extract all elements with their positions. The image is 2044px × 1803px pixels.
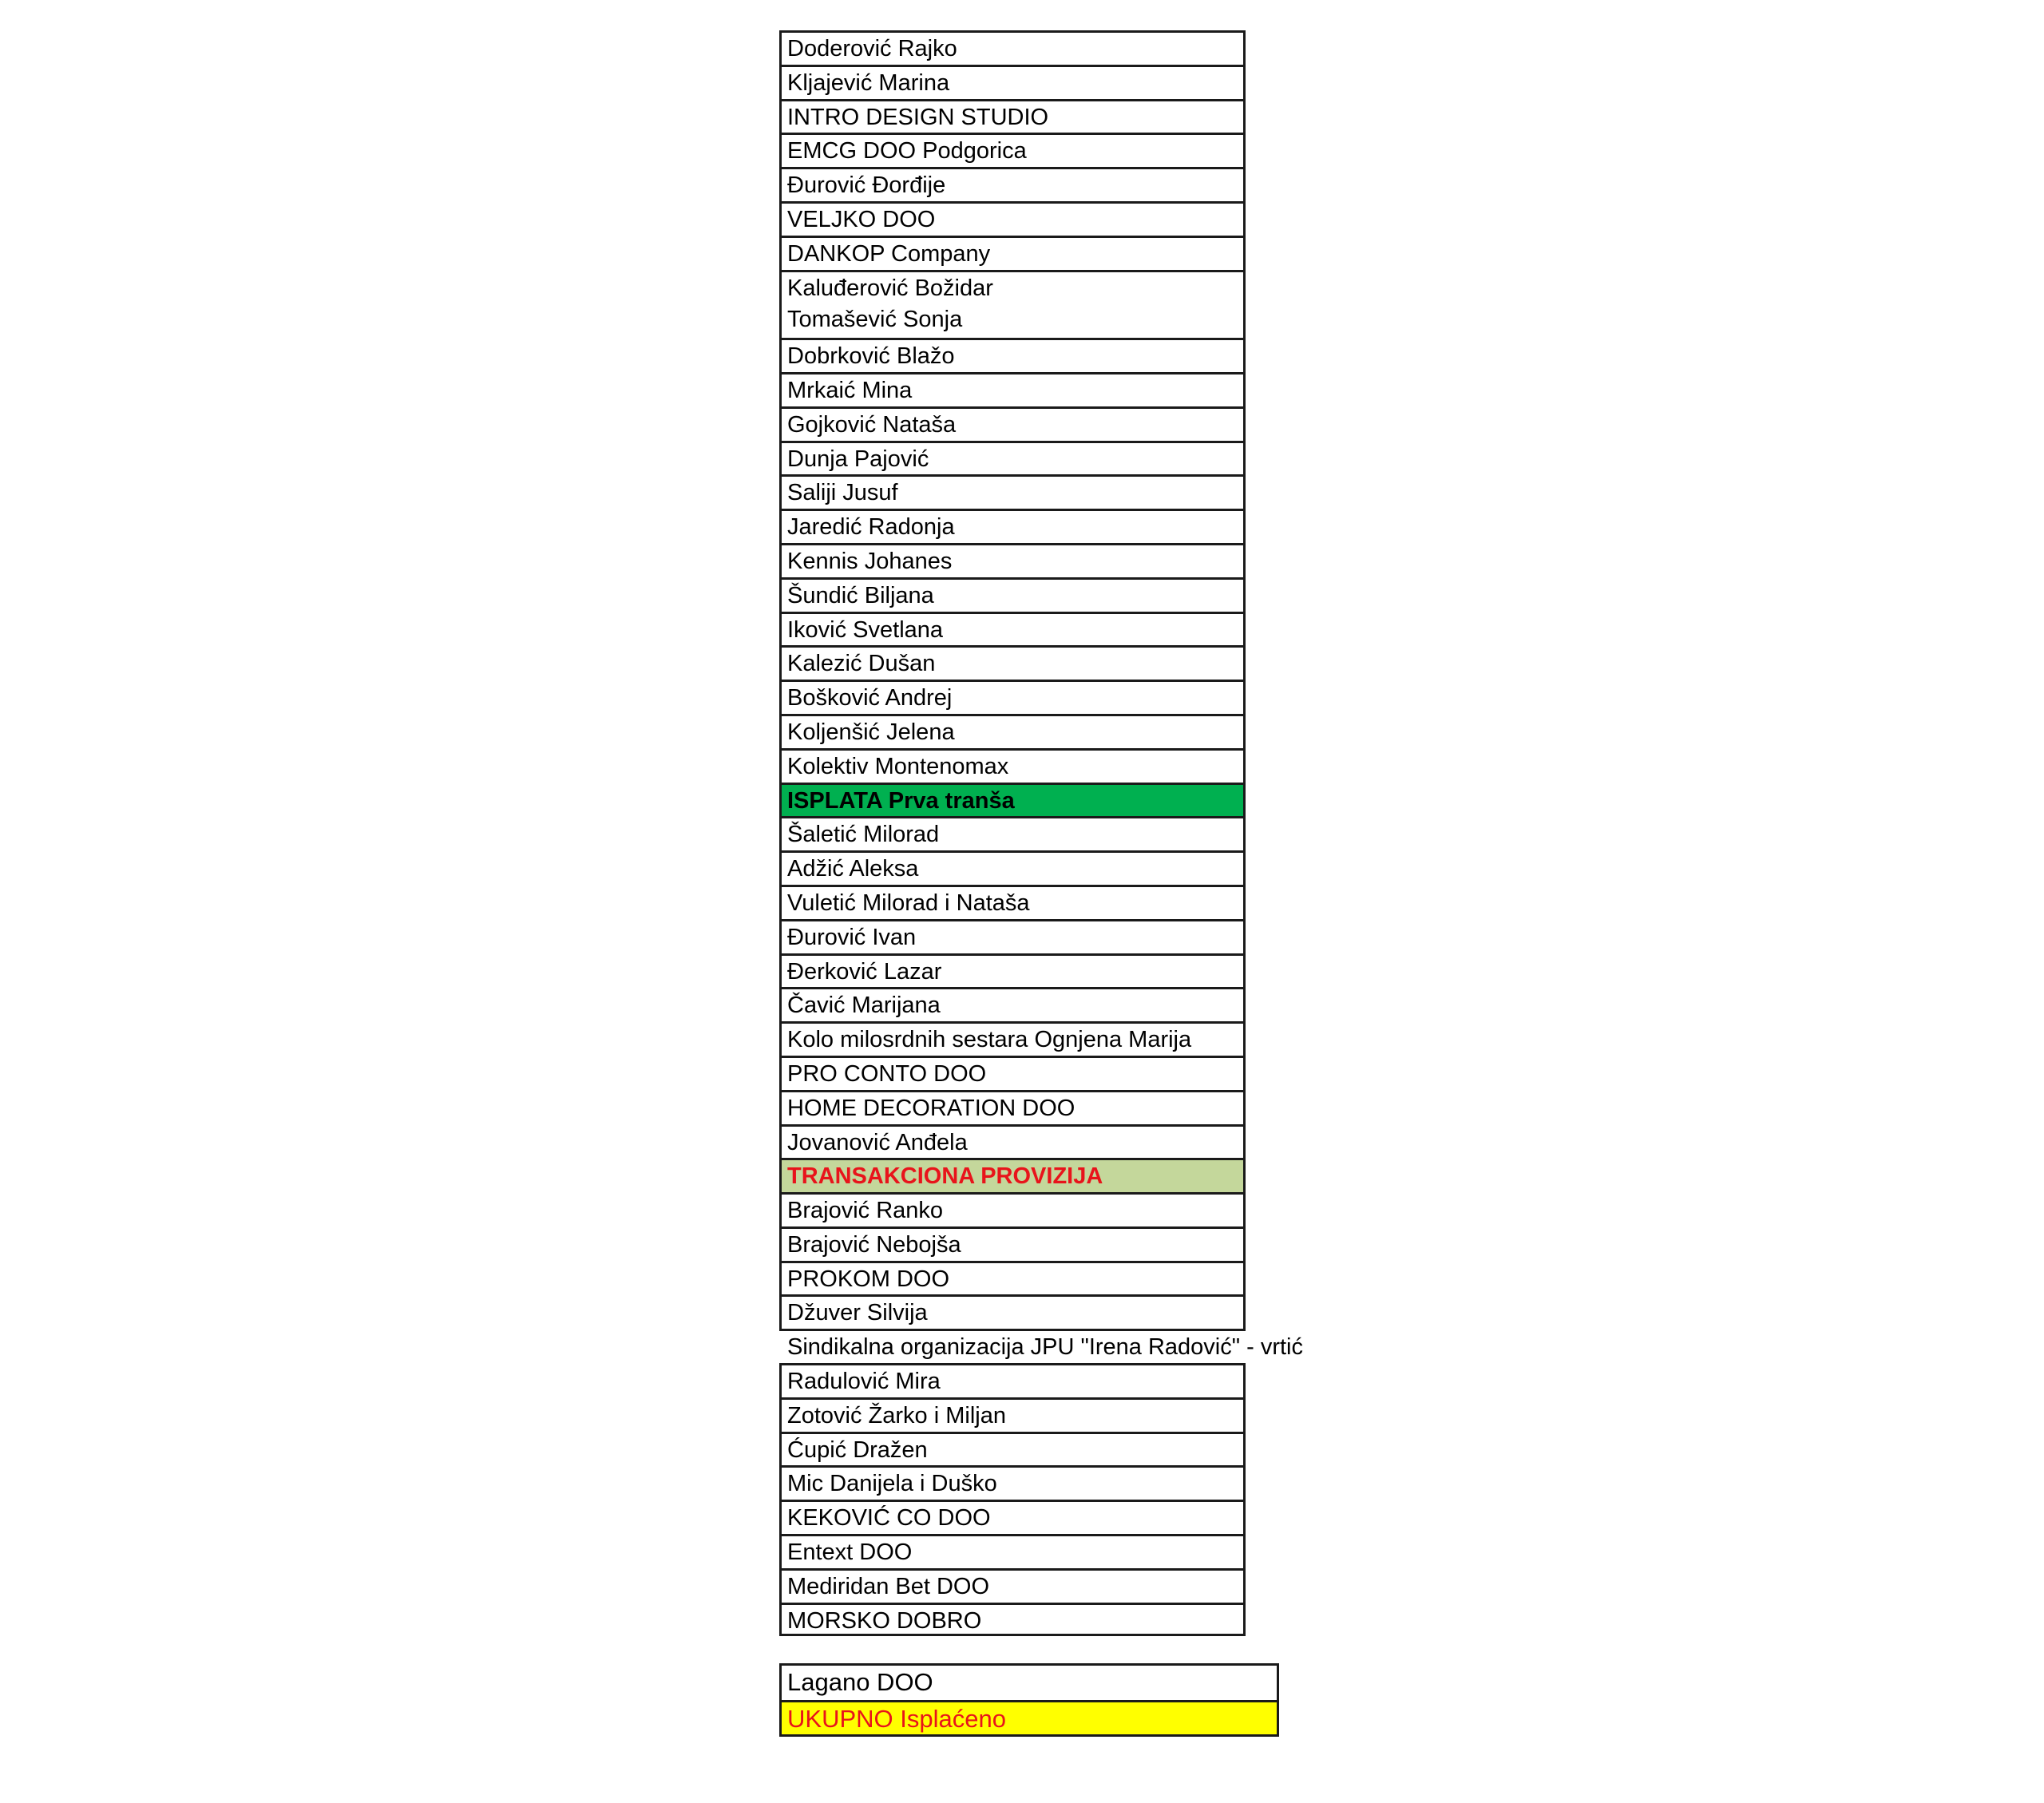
table-row[interactable]: Koljenšić Jelena	[779, 714, 1246, 748]
table-row[interactable]: Jovanović Anđela	[779, 1124, 1246, 1159]
table-row[interactable]: Kolo milosrdnih sestara Ognjena Marija	[779, 1021, 1246, 1056]
table-row[interactable]: Šaletić Milorad	[779, 816, 1246, 850]
table-row[interactable]: Mic Danijela i Duško	[779, 1465, 1246, 1500]
table-row[interactable]: Bošković Andrej	[779, 680, 1246, 714]
table-row[interactable]: KEKOVIĆ CO DOO	[779, 1500, 1246, 1534]
summary-table	[779, 1663, 1279, 1737]
table-row[interactable]: Tomašević Sonja	[779, 303, 1246, 338]
table-row[interactable]: Mrkaić Mina	[779, 372, 1246, 406]
table-row[interactable]: TRANSAKCIONA PROVIZIJA	[779, 1158, 1246, 1192]
table-row[interactable]: Đerković Lazar	[779, 953, 1246, 988]
table-row[interactable]: HOME DECORATION DOO	[779, 1090, 1246, 1124]
table-row[interactable]: Zotović Žarko i Miljan	[779, 1397, 1246, 1432]
table-row[interactable]: Adžić Aleksa	[779, 850, 1246, 885]
table-row[interactable]: EMCG DOO Podgorica	[779, 133, 1246, 167]
payee-list-table	[779, 30, 1303, 1636]
table-row[interactable]: Đurović Ivan	[779, 919, 1246, 953]
table-row[interactable]: Kennis Johanes	[779, 543, 1246, 577]
table-row[interactable]: VELJKO DOO	[779, 201, 1246, 236]
table-row[interactable]: DANKOP Company	[779, 236, 1246, 270]
table-row[interactable]: INTRO DESIGN STUDIO	[779, 99, 1246, 133]
table-row[interactable]: Radulović Mira	[779, 1363, 1246, 1397]
summary-row-lagano[interactable]: Lagano DOO	[779, 1663, 1279, 1700]
table-row[interactable]: Kljajević Marina	[779, 65, 1246, 99]
table-row[interactable]: Kolektiv Montenomax	[779, 748, 1246, 783]
table-row[interactable]: Saliji Jusuf	[779, 474, 1246, 509]
table-row[interactable]: Entext DOO	[779, 1534, 1246, 1568]
table-row[interactable]: Džuver Silvija	[779, 1294, 1246, 1329]
table-row[interactable]: Ćupić Dražen	[779, 1432, 1246, 1466]
table-row[interactable]: Jaredić Radonja	[779, 509, 1246, 543]
table-row[interactable]: Brajović Nebojša	[779, 1226, 1246, 1261]
table-row[interactable]: Vuletić Milorad i Nataša	[779, 885, 1246, 919]
table-row[interactable]: Mediridan Bet DOO	[779, 1568, 1246, 1603]
table-row[interactable]: Kalezić Dušan	[779, 645, 1246, 680]
table-row[interactable]: Brajović Ranko	[779, 1192, 1246, 1226]
table-row[interactable]: Gojković Nataša	[779, 406, 1246, 441]
table-row[interactable]: Kaluđerović Božidar	[779, 270, 1246, 304]
table-row[interactable]: PROKOM DOO	[779, 1261, 1246, 1295]
table-row[interactable]: ISPLATA Prva tranša	[779, 783, 1246, 817]
table-row[interactable]: Đurović Đorđije	[779, 167, 1246, 201]
summary-row-total[interactable]: UKUPNO Isplaćeno	[779, 1700, 1279, 1737]
table-row[interactable]: Čavić Marijana	[779, 987, 1246, 1021]
table-row[interactable]: Šundić Biljana	[779, 577, 1246, 612]
table-row[interactable]: Dunja Pajović	[779, 441, 1246, 475]
table-row[interactable]: Doderović Rajko	[779, 30, 1246, 65]
table-row[interactable]: PRO CONTO DOO	[779, 1056, 1246, 1090]
table-row[interactable]: MORSKO DOBRO	[779, 1603, 1246, 1637]
table-row[interactable]: Iković Svetlana	[779, 612, 1246, 646]
table-row[interactable]: Dobrković Blažo	[779, 338, 1246, 372]
table-row[interactable]: Sindikalna organizacija JPU "Irena Radović" - vrtić	[779, 1329, 1246, 1363]
